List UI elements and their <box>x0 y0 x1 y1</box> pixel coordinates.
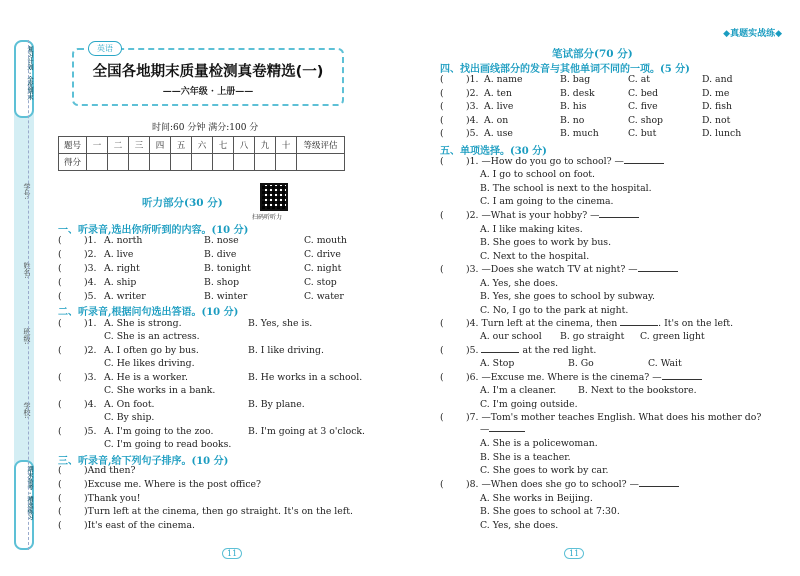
question-stem: ( )8. —When does she go to school? — <box>440 479 679 490</box>
page-number-right: 11 <box>564 548 584 559</box>
score-input-cell[interactable] <box>108 154 129 171</box>
question-stem: ( )2. —What is your hobby? — <box>440 210 639 221</box>
option: A. She is a policewoman. <box>480 438 598 449</box>
option: C. Yes, she does. <box>480 520 559 531</box>
list-item: ( )Excuse me. Where is the post office? <box>58 479 262 490</box>
score-input-cell[interactable] <box>234 154 255 171</box>
list-item: ( )4. A. On foot. B. By plane. <box>58 399 305 410</box>
option: C. No, I go to the park at night. <box>480 305 629 316</box>
option: B. Yes, she goes to school by subway. <box>480 291 655 302</box>
table-cell: 一 <box>87 137 108 154</box>
score-input-cell[interactable] <box>129 154 150 171</box>
list-item: ( )3. A. live B. his C. five D. fish <box>440 101 732 112</box>
table-cell: 八 <box>234 137 255 154</box>
list-item: ( )3. A. He is a worker. B. He works in a school. <box>58 372 363 383</box>
answer-blank[interactable] <box>639 486 679 487</box>
list-item: ( )5. A. I'm going to the zoo. B. I'm going at 3 o'clock. <box>58 426 365 437</box>
subject-badge: 英语 <box>88 41 122 56</box>
list-item: ( )4. A. ship B. shop C. stop <box>58 277 337 288</box>
list-item-cont: C. She is an actress. <box>104 331 200 342</box>
table-cell: 七 <box>213 137 234 154</box>
list-item: ( )5. A. writer B. winter C. water <box>58 291 344 302</box>
qr-label: 扫码听听力 <box>252 214 283 221</box>
list-item: ( )5. A. use B. much C. but D. lunch <box>440 128 742 139</box>
school-field: 学校: <box>23 402 31 419</box>
score-table-header-row <box>59 137 345 154</box>
section-3-title: 三、听录音,给下列句子排序。(10 分) <box>58 456 229 467</box>
score-input-cell[interactable] <box>213 154 234 171</box>
option-row: A. Stop B. Go C. Wait <box>480 358 682 369</box>
table-cell: 十 <box>276 137 297 154</box>
name-field: 姓名: <box>23 262 31 279</box>
sidebar-bottom-banner <box>14 460 34 550</box>
question-stem: ( )7. —Tom's mother teaches English. What does his mother do? <box>440 412 762 423</box>
answer-blank[interactable] <box>662 379 702 380</box>
option: A. Yes, she does. <box>480 278 559 289</box>
student-id-field: 学号: <box>23 183 31 200</box>
list-item-cont: C. He likes driving. <box>104 358 195 369</box>
question-stem: ( )1. —How do you go to school? — <box>440 156 664 167</box>
question-stem-cont: — <box>480 424 525 435</box>
section-5-title: 五、单项选择。(30 分) <box>440 146 547 157</box>
question-stem: ( )3. —Does she watch TV at night? — <box>440 264 678 275</box>
option: B. She goes to school at 7:30. <box>480 506 620 517</box>
score-input-cell[interactable] <box>171 154 192 171</box>
section-2-title: 二、听录音,根据问句选出答语。(10 分) <box>58 307 239 318</box>
section-1-title: 一、听录音,选出你所听到的内容。(10 分) <box>58 225 249 236</box>
table-cell: 二 <box>108 137 129 154</box>
answer-blank[interactable] <box>620 325 658 326</box>
table-cell: 六 <box>192 137 213 154</box>
list-item: ( )2. A. I often go by bus. B. I like driving. <box>58 345 324 356</box>
option: A. She works in Beijing. <box>480 493 593 504</box>
section-4-title: 四、找出画线部分的发音与其他单词不同的一项。(5 分) <box>440 64 690 75</box>
list-item: ( )It's east of the cinema. <box>58 520 195 531</box>
class-field: 班级: <box>23 328 31 345</box>
answer-blank[interactable] <box>624 163 664 164</box>
list-item: ( )4. A. on B. no C. shop D. not <box>440 115 731 126</box>
answer-blank[interactable] <box>599 217 639 218</box>
table-cell: 题号 <box>59 137 87 154</box>
written-header: 笔试部分(70 分) <box>552 48 633 60</box>
list-item: ( )And then? <box>58 465 136 476</box>
list-item: ( )2. A. live B. dive C. drive <box>58 249 341 260</box>
table-cell: 等级评估 <box>297 137 345 154</box>
option: B. The school is next to the hospital. <box>480 183 652 194</box>
option: A. I go to school on foot. <box>480 169 595 180</box>
listening-header: 听力部分(30 分) <box>142 197 223 209</box>
list-item-cont: C. By ship. <box>104 412 155 423</box>
table-cell: 三 <box>129 137 150 154</box>
left-sidebar <box>14 40 34 550</box>
option: B. She is a teacher. <box>480 452 571 463</box>
score-table-score-row <box>59 154 345 171</box>
table-cell: 九 <box>255 137 276 154</box>
list-item: ( )Turn left at the cinema, then go straight. It's on the left. <box>58 506 353 517</box>
table-cell: 五 <box>171 137 192 154</box>
exam-title-box <box>72 44 344 106</box>
option: C. I am going to the cinema. <box>480 196 614 207</box>
table-cell: 四 <box>150 137 171 154</box>
qr-code[interactable] <box>260 183 288 211</box>
option: C. Next to the hospital. <box>480 251 590 262</box>
sidebar-bottom-text: 期末备考 · 精选练习 <box>26 466 33 521</box>
score-input-cell[interactable] <box>192 154 213 171</box>
score-input-cell[interactable] <box>297 154 345 171</box>
cut-line <box>28 40 29 550</box>
option: B. She goes to work by bus. <box>480 237 612 248</box>
answer-blank[interactable] <box>481 352 519 353</box>
list-item: ( )1. A. north B. nose C. mouth <box>58 235 347 246</box>
sidebar-top-text: 复习计划 · 全优期末 <box>26 46 33 101</box>
question-stem: ( )6. —Excuse me. Where is the cinema? — <box>440 372 702 383</box>
option-row: A. our school B. go straight C. green light <box>480 331 705 342</box>
list-item-cont: C. She works in a bank. <box>104 385 216 396</box>
list-item: ( )3. A. right B. tonight C. night <box>58 263 342 274</box>
list-item: ( )Thank you! <box>58 493 141 504</box>
option: C. I'm going outside. <box>480 399 578 410</box>
sidebar-top-banner <box>14 40 34 118</box>
answer-blank[interactable] <box>489 431 525 432</box>
time-and-score: 时间:60 分钟 满分:100 分 <box>152 123 259 133</box>
option: C. She goes to work by car. <box>480 465 609 476</box>
option: A. I like making kites. <box>480 224 583 235</box>
score-input-cell[interactable] <box>276 154 297 171</box>
answer-blank[interactable] <box>638 271 678 272</box>
practice-tag: ◆真题实战练◆ <box>723 29 782 39</box>
score-table <box>58 136 345 171</box>
question-stem: ( )5. at the red light. <box>440 345 597 356</box>
exam-title: 全国各地期末质量检测真卷精选(一) <box>92 64 324 80</box>
question-stem: ( )4. Turn left at the cinema, then . It's on the left. <box>440 318 734 329</box>
table-cell: 得分 <box>59 154 87 171</box>
page-number-left: 11 <box>222 548 242 559</box>
list-item: ( )2. A. ten B. desk C. bed D. me <box>440 88 730 99</box>
list-item-cont: C. I'm going to read books. <box>104 439 232 450</box>
list-item: ( )1. A. She is strong. B. Yes, she is. <box>58 318 313 329</box>
score-input-cell[interactable] <box>255 154 276 171</box>
score-input-cell[interactable] <box>150 154 171 171</box>
list-item: ( )1. A. name B. bag C. at D. and <box>440 74 733 85</box>
option-row: A. I'm a cleaner. B. Next to the bookstore. <box>480 385 697 396</box>
score-input-cell[interactable] <box>87 154 108 171</box>
exam-subtitle: ——六年级 · 上册—— <box>162 87 254 97</box>
